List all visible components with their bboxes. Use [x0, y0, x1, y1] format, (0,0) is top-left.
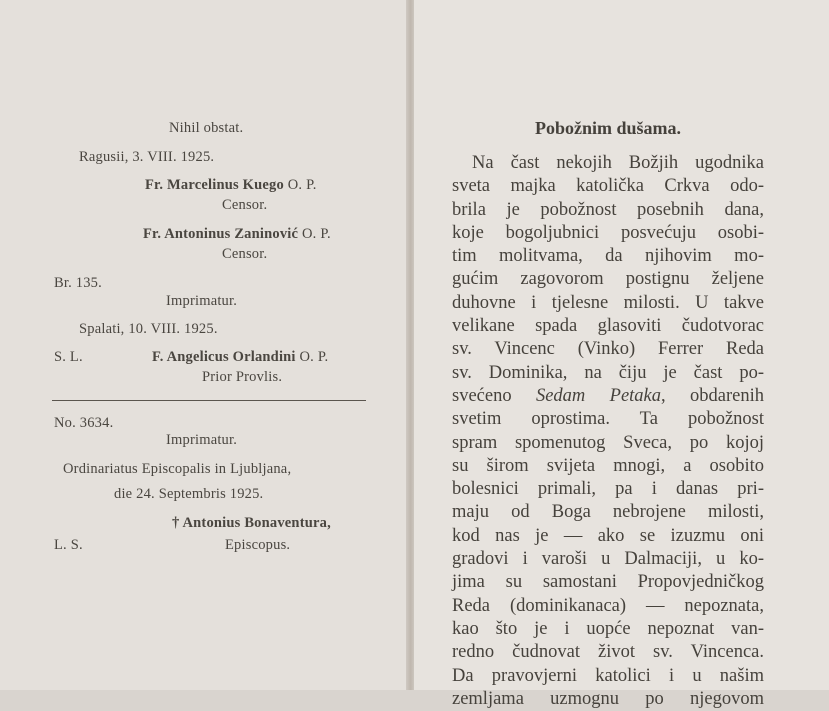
- censor1-name: Fr. Marcelinus Kuego: [145, 177, 284, 193]
- italic-phrase: Sedam Petaka: [535, 385, 662, 406]
- text-line: zemljama uzmognu po njegovom: [452, 688, 764, 709]
- prior-op: O. P.: [299, 349, 329, 365]
- censor2-op: O. P.: [302, 226, 331, 242]
- text-line-italic: [452, 385, 764, 408]
- ordinariatus: Ordinariatus Episcopalis in Ljubljana,: [63, 461, 292, 477]
- sl-mark: S. L.: [54, 349, 83, 365]
- censor2-title: Censor.: [222, 246, 268, 262]
- prior-title: Prior Provlis.: [202, 369, 283, 385]
- text-line: sveta majka katolička Crkva odo-: [452, 176, 764, 197]
- text-line: su širom svijeta mnogi, a osobito: [452, 455, 764, 476]
- text-line: brila je pobožnost posebnih dana,: [452, 199, 764, 220]
- ragusii-date: Ragusii, 3. VIII. 1925.: [79, 149, 215, 165]
- text-line: maju od Boga nebrojene milosti,: [452, 502, 764, 523]
- prior-name: F. Angelicus Orlandini: [152, 349, 296, 365]
- text-line: bolesnici primali, pa i danas pri-: [452, 479, 764, 500]
- text-line: jima su samostani Propovjedničkog: [452, 572, 764, 593]
- text-line: kod nas je — ako se izuzmu oni: [452, 525, 764, 546]
- divider-line: [52, 400, 366, 401]
- spalati-date: Spalati, 10. VIII. 1925.: [79, 321, 218, 337]
- text-line: Reda (dominikanaca) — nepoznata,: [452, 595, 764, 616]
- text-line: velikane spada glasoviti čudotvorac: [452, 316, 764, 337]
- censor2-line: [143, 226, 331, 243]
- br-number: Br. 135.: [54, 275, 102, 291]
- text-line: spram spomenutog Sveca, po kojoj: [452, 432, 764, 453]
- text-line: kao što je i uopće nepoznat van-: [452, 618, 764, 639]
- text-line: sv. Dominika, na čiju je čast po-: [452, 362, 764, 383]
- text-line: tim molitvama, da njihovim mo-: [452, 246, 764, 267]
- bishop-title: Episcopus.: [225, 537, 291, 553]
- imprimatur-2: Imprimatur.: [166, 432, 238, 448]
- die-date: die 24. Septembris 1925.: [114, 486, 264, 502]
- bishop-name: † Antonius Bonaventura,: [172, 515, 331, 531]
- imprimatur-1: Imprimatur.: [166, 293, 238, 309]
- text-line: sv. Vincenc (Vinko) Ferrer Reda: [452, 339, 764, 360]
- text-line: gućim zagovorom postignu željene: [452, 269, 764, 290]
- censor1-title: Censor.: [222, 197, 268, 213]
- text-line: koje bogoljubnici posvećuju osobi-: [452, 222, 764, 243]
- nihil-obstat: Nihil obstat.: [169, 120, 244, 136]
- line11-after: , obdarenih: [661, 385, 764, 406]
- left-page: [0, 0, 410, 690]
- censor1-op: O. P.: [287, 177, 317, 193]
- page-heading: Pobožnim dušama.: [534, 118, 682, 138]
- text-line: redno čudnovat život sv. Vincenca.: [452, 642, 764, 663]
- text-line: svetim oprostima. Ta pobožnost: [452, 409, 764, 430]
- line11-before: svećeno: [452, 385, 536, 406]
- censor2-name: Fr. Antoninus Zaninović: [143, 226, 299, 242]
- text-line: gradovi i varoši u Dalmaciji, u ko-: [452, 549, 764, 570]
- no-number: No. 3634.: [54, 415, 114, 431]
- text-line: duhovne i tjelesne milosti. U takve: [452, 292, 764, 313]
- text-line: Da pravovjerni katolici i u našim: [452, 665, 764, 686]
- prior-line: [152, 349, 328, 366]
- ls-mark: L. S.: [54, 537, 83, 553]
- body-text: [452, 152, 764, 711]
- censor1-line: [145, 177, 317, 194]
- text-line: Na čast nekojih Božjih ugodnika: [472, 153, 764, 173]
